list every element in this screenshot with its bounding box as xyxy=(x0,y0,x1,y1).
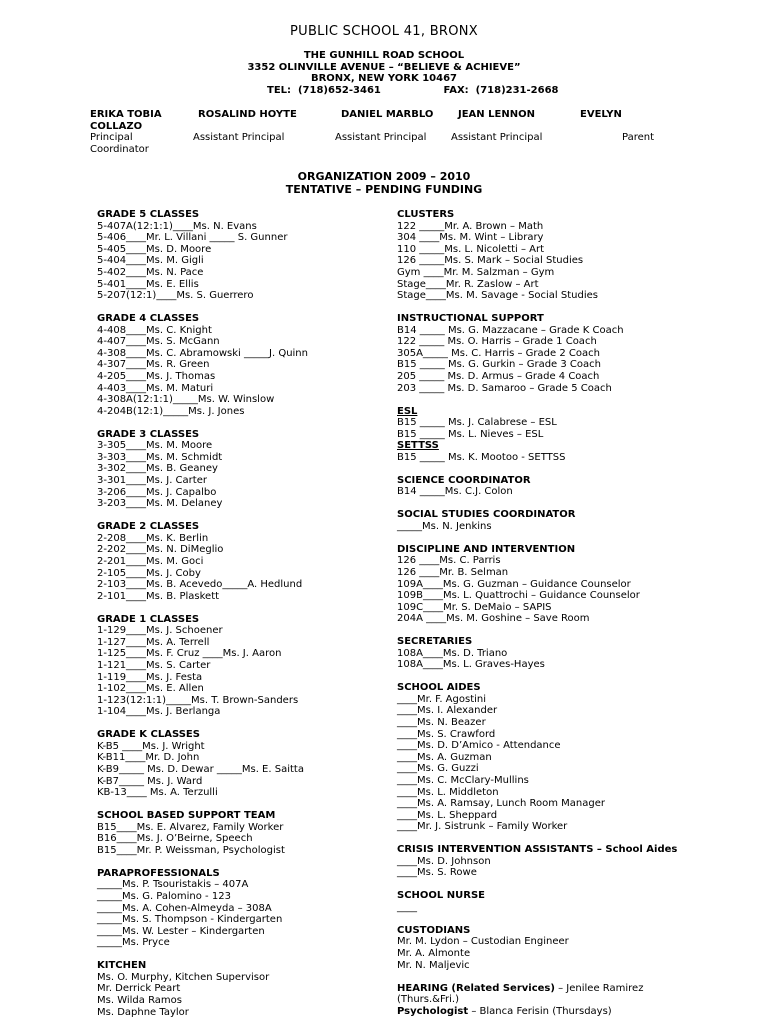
psychologist-line xyxy=(397,1006,677,1018)
street-address: 3352 OLINVILLE AVENUE – “BELIEVE & ACHIEVE” xyxy=(247,61,521,73)
list-item: KB-13____ Ms. A. Terzulli xyxy=(97,787,218,799)
list-item: 5-407A(12:1:1)____Ms. N. Evans xyxy=(97,220,257,232)
list-item: ____ xyxy=(397,901,417,913)
list-item: _____Ms. N. Jenkins xyxy=(397,520,492,532)
list-item: ____Ms. C. McClary-Mullins xyxy=(397,775,529,787)
list-item: 4-307____Ms. R. Green xyxy=(97,359,210,371)
list-item: 2-201____Ms. M. Goci xyxy=(97,555,204,567)
section xyxy=(397,475,677,498)
section-heading: CUSTODIANS xyxy=(397,924,471,936)
list-item: 304 ____Ms. M. Wint – Library xyxy=(397,232,544,244)
list-item: 5-405____Ms. D. Moore xyxy=(97,243,212,255)
list-item: _____Ms. A. Cohen-Almeyda – 308A xyxy=(97,902,272,914)
staff-role: Parent xyxy=(622,132,655,144)
list-item: _____Ms. Pryce xyxy=(97,937,170,949)
section-heading: KITCHEN xyxy=(97,960,147,972)
list-item: 126 ____Ms. C. Parris xyxy=(397,555,501,567)
list-item: _____Ms. P. Tsouristakis – 407A xyxy=(97,879,249,891)
list-item: Mr. N. Maljevic xyxy=(397,959,470,971)
list-item: B15 _____ Ms. G. Gurkin – Grade 3 Coach xyxy=(397,359,601,371)
list-item: 4-403____Ms. M. Maturi xyxy=(97,382,214,394)
list-item: 1-102____Ms. E. Allen xyxy=(97,683,204,695)
list-item: 1-104____Ms. J. Berlanga xyxy=(97,706,221,718)
section-heading: ESL xyxy=(397,405,418,417)
list-item: 2-202____Ms. N. DiMeglio xyxy=(97,544,224,556)
list-item: 204A ____Ms. M. Goshine – Save Room xyxy=(397,613,590,625)
list-item: B16____Ms. J. O’Beirne, Speech xyxy=(97,833,253,845)
list-item: B14 _____ Ms. G. Mazzacane – Grade K Coach xyxy=(397,324,624,336)
section xyxy=(397,636,677,671)
list-item: 3-305____Ms. M. Moore xyxy=(97,440,213,452)
staff-names-row xyxy=(90,109,690,121)
list-item: Ms. Daphne Taylor xyxy=(97,1006,189,1018)
section xyxy=(97,521,308,602)
list-item: Ms. O. Murphy, Kitchen Supervisor xyxy=(97,971,270,983)
section xyxy=(397,209,677,302)
list-item: 5-406____Mr. L. Villani _____ S. Gunner xyxy=(97,232,288,244)
staff-name: ERIKA TOBIA xyxy=(90,109,162,120)
list-item: Stage____Ms. M. Savage - Social Studies xyxy=(397,290,598,302)
staff-roles-wrap xyxy=(90,144,690,156)
section xyxy=(97,209,308,302)
list-item: 5-402____Ms. N. Pace xyxy=(97,266,204,278)
section xyxy=(97,960,308,1018)
list-item: 1-123(12:1:1)_____Ms. T. Brown-Sanders xyxy=(97,694,299,706)
list-item: 205 _____ Ms. D. Armus – Grade 4 Coach xyxy=(397,371,600,383)
list-item: ____Mr. J. Sistrunk – Family Worker xyxy=(397,821,568,833)
staff-name: EVELYN xyxy=(580,109,622,120)
right-column xyxy=(397,209,677,1017)
administration-staff xyxy=(90,109,690,155)
psychologist-text: – Blanca Ferisin (Thursdays) xyxy=(468,1005,612,1017)
list-item: ____Ms. A. Ramsay, Lunch Room Manager xyxy=(397,798,606,810)
list-item: Gym ____Mr. M. Salzman – Gym xyxy=(397,266,555,278)
list-item: 4-205____Ms. J. Thomas xyxy=(97,371,216,383)
list-item: 203 _____ Ms. D. Samaroo – Grade 5 Coach xyxy=(397,382,612,394)
list-item: 4-204B(12:1)_____Ms. J. Jones xyxy=(97,405,245,417)
list-item: ____Ms. L. Middleton xyxy=(397,786,499,798)
staff-names-wrap xyxy=(90,121,690,133)
staff-role: Principal xyxy=(90,132,133,144)
list-item: 1-121____Ms. S. Carter xyxy=(97,659,211,671)
section xyxy=(397,682,677,833)
list-item: 4-407____Ms. S. McGann xyxy=(97,336,220,348)
section xyxy=(97,313,308,417)
list-item: 109A____Ms. G. Guzman – Guidance Counselor xyxy=(397,578,631,590)
list-item: Mr. M. Lydon – Custodian Engineer xyxy=(397,936,569,948)
list-item: Stage____Mr. R. Zaslow – Art xyxy=(397,278,539,290)
list-item: ____Ms. I. Alexander xyxy=(397,705,498,717)
list-item: 109B____Ms. L. Quattrochi – Guidance Counselor xyxy=(397,590,640,602)
list-item: 1-127____Ms. A. Terrell xyxy=(97,636,210,648)
list-item: 3-206____Ms. J. Capalbo xyxy=(97,486,217,498)
list-item: 3-302____Ms. B. Geaney xyxy=(97,463,218,475)
section-heading: SECRETARIES xyxy=(397,636,473,648)
list-item: 5-401____Ms. E. Ellis xyxy=(97,278,199,290)
staff-name: DANIEL MARBLO xyxy=(341,109,434,120)
list-item: 109C____Mr. S. DeMaio – SAPIS xyxy=(397,601,552,613)
organization-status: TENTATIVE – PENDING FUNDING xyxy=(285,183,483,196)
list-item: 2-103____Ms. B. Acevedo_____A. Hedlund xyxy=(97,579,303,591)
list-item: 4-308A(12:1:1)_____Ms. W. Winslow xyxy=(97,394,275,406)
section-heading: CLUSTERS xyxy=(397,209,455,220)
section-heading: INSTRUCTIONAL SUPPORT xyxy=(397,313,544,325)
list-item: ____Ms. A. Guzman xyxy=(397,751,492,763)
list-item: ____Ms. D. D’Amico - Attendance xyxy=(397,740,561,752)
list-item: B14 _____Ms. C.J. Colon xyxy=(397,486,513,498)
section-heading: PARAPROFESSIONALS xyxy=(97,867,220,879)
list-item: 3-303____Ms. M. Schmidt xyxy=(97,451,223,463)
section xyxy=(397,509,677,532)
section-heading: SCHOOL NURSE xyxy=(397,890,485,902)
list-item: 2-101____Ms. B. Plaskett xyxy=(97,590,220,602)
section-heading: GRADE K CLASSES xyxy=(97,729,200,741)
list-item: 2-105____Ms. J. Coby xyxy=(97,567,201,579)
list-item: 305A_____ Ms. C. Harris – Grade 2 Coach xyxy=(397,347,600,359)
section xyxy=(397,313,677,394)
staff-name: ROSALIND HOYTE xyxy=(198,109,297,120)
related-services xyxy=(397,983,677,1018)
staff-name-wrap: COLLAZO xyxy=(90,120,143,132)
section-subheading: SETTSS xyxy=(397,440,439,452)
staff-role-wrap: Coordinator xyxy=(90,143,149,155)
section-heading: DISCIPLINE AND INTERVENTION xyxy=(397,543,576,555)
staff-role: Assistant Principal xyxy=(335,132,427,144)
list-item: B15____Mr. P. Weissman, Psychologist xyxy=(97,844,285,856)
list-item: 126 _____Ms. S. Mark – Social Studies xyxy=(397,255,584,267)
list-item: 4-408____Ms. C. Knight xyxy=(97,324,212,336)
list-item: B15 _____ Ms. K. Mootoo - SETTSS xyxy=(397,451,566,463)
section xyxy=(97,614,308,718)
list-item: B15 _____ Ms. J. Calabrese – ESL xyxy=(397,417,557,429)
list-item: 108A____Ms. D. Triano xyxy=(397,647,508,659)
list-item: Mr. A. Almonte xyxy=(397,948,471,960)
staff-role: Assistant Principal xyxy=(193,132,285,144)
list-item: 122 _____Mr. A. Brown – Math xyxy=(397,220,544,232)
psychologist-label: Psychologist xyxy=(397,1005,469,1017)
organization-heading xyxy=(0,170,768,196)
list-item: 4-308____Ms. C. Abramowski _____J. Quinn xyxy=(97,347,308,359)
phone-fax-line: TEL: (718)652-3461 FAX: (718)231-2668 xyxy=(267,84,559,96)
section xyxy=(97,868,308,949)
list-item: ____Mr. F. Agostini xyxy=(397,693,487,705)
section xyxy=(397,844,677,879)
list-item: Ms. Wilda Ramos xyxy=(97,995,182,1006)
section xyxy=(97,810,308,856)
city-address: BRONX, NEW YORK 10467 xyxy=(310,73,457,85)
staff-role: Assistant Principal xyxy=(451,132,543,144)
organization-year: ORGANIZATION 2009 – 2010 xyxy=(297,170,471,183)
list-item: ____Ms. S. Rowe xyxy=(397,867,477,879)
list-item: Mr. Derrick Peart xyxy=(97,983,181,995)
list-item: ____Ms. G. Guzzi xyxy=(397,763,479,775)
list-item: _____Ms. G. Palomino - 123 xyxy=(97,890,231,902)
section-heading: GRADE 2 CLASSES xyxy=(97,521,200,533)
list-item: K-B9_____ Ms. D. Dewar _____Ms. E. Saitta xyxy=(97,764,304,776)
section-heading: SOCIAL STUDIES COORDINATOR xyxy=(397,509,576,521)
list-item: 3-301____Ms. J. Carter xyxy=(97,475,207,487)
section xyxy=(397,925,677,971)
list-item: 3-203____Ms. M. Delaney xyxy=(97,498,223,510)
list-item: 122 _____ Ms. O. Harris – Grade 1 Coach xyxy=(397,336,597,348)
staff-name: JEAN LENNON xyxy=(458,109,535,120)
staff-roles-row xyxy=(90,132,690,144)
hearing-label: HEARING (Related Services) xyxy=(397,982,555,994)
left-column xyxy=(97,209,308,1029)
list-item: B15 _____ Ms. L. Nieves – ESL xyxy=(397,428,544,440)
section-heading: SCHOOL AIDES xyxy=(397,682,481,694)
list-item: ____Ms. S. Crawford xyxy=(397,728,496,740)
list-item: _____Ms. W. Lester – Kindergarten xyxy=(97,925,265,937)
section xyxy=(97,429,308,510)
list-item: _____Ms. S. Thompson - Kindergarten xyxy=(97,914,283,926)
section-heading: GRADE 4 CLASSES xyxy=(97,313,200,325)
hearing-text: – Jenilee Ramirez (Thurs.&Fri.) xyxy=(397,982,644,1006)
list-item: 5-207(12:1)____Ms. S. Guerrero xyxy=(97,290,254,302)
list-item: 1-125____Ms. F. Cruz ____Ms. J. Aaron xyxy=(97,648,282,660)
list-item: 126 ____Mr. B. Selman xyxy=(397,566,509,578)
list-item: ____Ms. L. Sheppard xyxy=(397,809,498,821)
list-item: K-B5 ____Ms. J. Wright xyxy=(97,740,205,752)
list-item: ____Ms. N. Beazer xyxy=(397,717,486,729)
section xyxy=(397,544,677,625)
list-item: B15____Ms. E. Alvarez, Family Worker xyxy=(97,821,284,833)
list-item: 1-119____Ms. J. Festa xyxy=(97,671,203,683)
list-item: 2-208____Ms. K. Berlin xyxy=(97,532,209,544)
list-item: K-B11____Mr. D. John xyxy=(97,752,200,764)
list-item: ____Ms. D. Johnson xyxy=(397,855,491,867)
school-name: THE GUNHILL ROAD SCHOOL xyxy=(303,50,465,61)
page-title: PUBLIC SCHOOL 41, BRONX xyxy=(289,24,479,39)
section-heading: GRADE 3 CLASSES xyxy=(97,428,200,440)
section-heading: GRADE 5 CLASSES xyxy=(97,209,200,220)
list-item: 108A____Ms. L. Graves-Hayes xyxy=(397,659,545,671)
hearing-line xyxy=(397,983,677,1006)
list-item: 1-129____Ms. J. Schoener xyxy=(97,625,223,637)
section-heading: SCIENCE COORDINATOR xyxy=(397,474,531,486)
list-item: K-B7_____ Ms. J. Ward xyxy=(97,775,203,787)
school-address-block xyxy=(0,50,768,96)
list-item: 5-404____Ms. M. Gigli xyxy=(97,255,204,267)
list-item: 110 _____Ms. L. Nicoletti – Art xyxy=(397,243,545,255)
section xyxy=(97,729,308,799)
section-heading: GRADE 1 CLASSES xyxy=(97,613,200,625)
section-heading: SCHOOL BASED SUPPORT TEAM xyxy=(97,810,276,822)
section xyxy=(397,406,677,464)
section xyxy=(397,890,677,913)
section-heading: CRISIS INTERVENTION ASSISTANTS – School Aides xyxy=(397,844,678,856)
